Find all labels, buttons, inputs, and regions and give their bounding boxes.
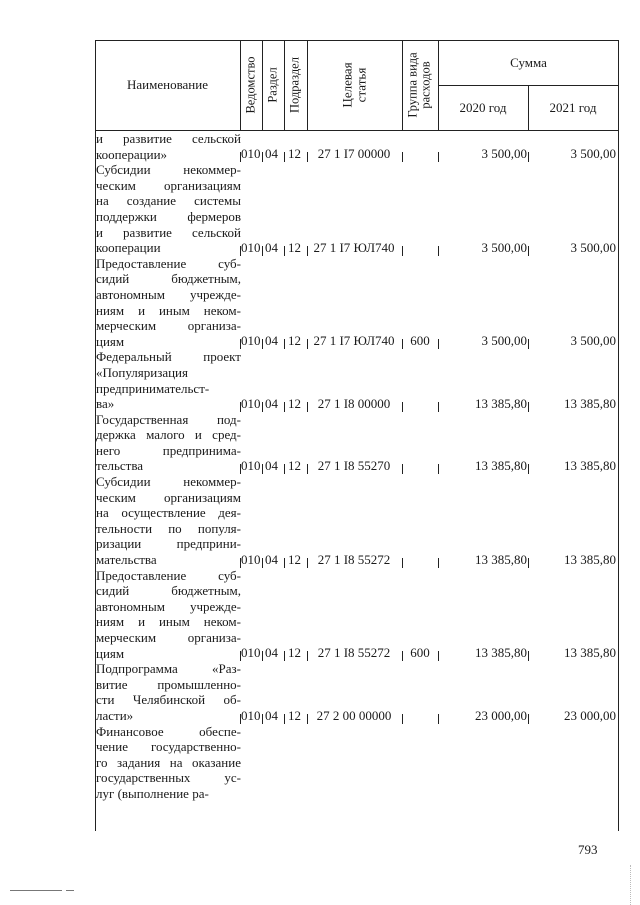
cell-tick <box>284 402 285 412</box>
cell-ved: 010 <box>241 645 261 661</box>
cell-tick <box>284 714 285 724</box>
row-values <box>95 458 619 474</box>
row-name-line: на осуществление дея- <box>96 505 241 521</box>
cell-y2021: 23 000,00 <box>564 707 616 723</box>
row-name-line: Финансовое обеспе- <box>96 723 241 739</box>
cell-tick <box>402 714 403 724</box>
cell-tick <box>284 339 285 349</box>
row-name-line: кооперации <box>96 240 161 256</box>
margin-mark <box>630 865 631 905</box>
row-name-line: луг (выполнение ра- <box>96 785 209 801</box>
row-values <box>95 240 619 256</box>
cell-cs: 27 1 I8 55272 <box>317 551 391 567</box>
table-row <box>95 131 619 162</box>
row-name-line: ниям и иным неком- <box>96 614 241 630</box>
cell-tick <box>528 246 529 256</box>
cell-razd: 04 <box>265 395 278 411</box>
cell-tick <box>284 651 285 661</box>
cell-y2020: 23 000,00 <box>475 707 527 723</box>
row-values <box>95 708 619 724</box>
header-vedomstvo: Ведомство <box>243 56 258 114</box>
row-name-line: сидий бюджетным, <box>96 271 241 287</box>
cell-tick <box>528 651 529 661</box>
table-row <box>95 474 619 568</box>
cell-tick <box>307 651 308 661</box>
table-row <box>95 724 619 802</box>
table-body <box>95 131 619 802</box>
cell-tick <box>438 402 439 412</box>
row-name <box>95 724 241 802</box>
header-razdel: Раздел <box>265 67 280 103</box>
row-name-line: предпринимательст- <box>96 380 210 396</box>
row-name-line: тельности по популя- <box>96 520 241 536</box>
row-name-line: Субсидии некоммер- <box>96 474 241 490</box>
cell-tick <box>438 152 439 162</box>
row-name-line: ва» <box>96 396 115 412</box>
cell-ved: 010 <box>241 239 261 255</box>
cell-y2020: 13 385,80 <box>475 551 527 567</box>
cell-tick <box>284 464 285 474</box>
cell-tick <box>262 464 263 474</box>
cell-tick <box>402 558 403 568</box>
row-name-line: на создание системы <box>96 193 241 209</box>
row-name-line: ризации предприни- <box>96 536 241 552</box>
cell-y2020: 13 385,80 <box>475 645 527 661</box>
row-name-line: витие промышленно- <box>96 676 241 692</box>
cell-tick <box>438 558 439 568</box>
row-name-line: Государственная под- <box>96 411 241 427</box>
row-name-line: сидий бюджетным, <box>96 583 241 599</box>
footer-line <box>10 890 62 891</box>
table-row <box>95 162 619 256</box>
header-year-2020: 2020 год <box>459 99 507 115</box>
cell-podr: 12 <box>288 458 301 474</box>
cell-y2020: 13 385,80 <box>475 458 527 474</box>
cell-ved: 010 <box>241 333 261 349</box>
cell-tick <box>402 651 403 661</box>
row-name-line: мательства <box>96 552 157 568</box>
row-values <box>95 333 619 349</box>
cell-tick <box>438 246 439 256</box>
cell-tick <box>402 339 403 349</box>
row-name-line: Федеральный проект <box>96 349 241 365</box>
row-name-line: циям <box>96 333 125 349</box>
cell-tick <box>262 651 263 661</box>
header-year-2021: 2021 год <box>549 99 597 115</box>
table-row <box>95 349 619 411</box>
cell-tick <box>307 402 308 412</box>
header-gruppa-line1: Группа вида <box>406 52 421 118</box>
cell-razd: 04 <box>265 551 278 567</box>
cell-cs: 27 1 I8 55272 <box>317 645 391 661</box>
row-name-line: ниям и иным неком- <box>96 302 241 318</box>
cell-ved: 010 <box>241 395 261 411</box>
cell-cs: 27 2 00 00000 <box>316 707 392 723</box>
cell-podr: 12 <box>288 551 301 567</box>
row-name-line: Предоставление суб- <box>96 255 241 271</box>
row-name-line: мерческим организа- <box>96 318 241 334</box>
row-values <box>95 645 619 661</box>
header-celevaya-line2: статья <box>353 67 369 103</box>
row-name-line: ческим организациям <box>96 177 241 193</box>
cell-tick <box>307 714 308 724</box>
table-row <box>95 568 619 662</box>
row-name-line: Подпрограмма «Раз- <box>96 661 241 677</box>
row-name-line: и развитие сельской <box>96 224 241 240</box>
cell-tick <box>528 714 529 724</box>
row-name-line: Субсидии некоммер- <box>96 162 241 178</box>
cell-cs: 27 1 I7 ЮЛ740 <box>313 239 395 255</box>
cell-tick <box>528 152 529 162</box>
cell-tick <box>284 152 285 162</box>
header-name: Наименование <box>127 77 208 92</box>
cell-tick <box>262 246 263 256</box>
cell-y2021: 13 385,80 <box>564 395 616 411</box>
cell-tick <box>262 152 263 162</box>
row-name-line: тельства <box>96 458 144 474</box>
table-row <box>95 661 619 723</box>
cell-tick <box>438 339 439 349</box>
row-name-line: него предпринима- <box>96 442 241 458</box>
header-celevaya-statya <box>307 40 402 130</box>
page-number: 793 <box>578 842 598 857</box>
row-name-line: автономным учрежде- <box>96 286 241 302</box>
cell-tick <box>262 339 263 349</box>
cell-tick <box>528 402 529 412</box>
row-name-line: кооперации» <box>96 146 168 162</box>
cell-y2021: 3 500,00 <box>570 239 616 255</box>
cell-tick <box>402 464 403 474</box>
cell-cs: 27 1 I8 00000 <box>317 395 391 411</box>
cell-podr: 12 <box>288 333 301 349</box>
row-name-line: «Популяризация <box>96 364 188 380</box>
table-row <box>95 256 619 350</box>
cell-tick <box>438 464 439 474</box>
row-name-line: держка малого и сред- <box>96 427 241 443</box>
row-name-line: ласти» <box>96 707 134 723</box>
row-values <box>95 146 619 162</box>
cell-y2021: 13 385,80 <box>564 645 616 661</box>
cell-razd: 04 <box>265 645 278 661</box>
cell-ved: 010 <box>241 707 261 723</box>
cell-tick <box>402 152 403 162</box>
table-header <box>95 40 619 130</box>
cell-y2020: 3 500,00 <box>481 333 527 349</box>
cell-tick <box>262 558 263 568</box>
row-name-line: ческим организациям <box>96 489 241 505</box>
cell-ved: 010 <box>241 551 261 567</box>
row-name-line: поддержки фермеров <box>96 208 241 224</box>
row-name-line: Предоставление суб- <box>96 567 241 583</box>
cell-podr: 12 <box>288 645 301 661</box>
cell-razd: 04 <box>265 146 278 162</box>
cell-y2021: 13 385,80 <box>564 458 616 474</box>
cell-gvr: 600 <box>410 333 430 349</box>
cell-y2021: 3 500,00 <box>570 146 616 162</box>
cell-tick <box>307 464 308 474</box>
cell-y2020: 13 385,80 <box>475 395 527 411</box>
cell-tick <box>438 714 439 724</box>
header-gruppa-line2: расходов <box>419 61 434 109</box>
cell-ved: 010 <box>241 146 261 162</box>
cell-tick <box>284 558 285 568</box>
cell-cs: 27 1 I7 00000 <box>317 146 391 162</box>
header-summa: Сумма <box>510 54 547 70</box>
cell-podr: 12 <box>288 707 301 723</box>
cell-tick <box>438 651 439 661</box>
header-podrazdel: Подраздел <box>287 57 302 113</box>
row-name-line: чение государственно- <box>96 739 241 755</box>
cell-podr: 12 <box>288 395 301 411</box>
cell-razd: 04 <box>265 458 278 474</box>
cell-tick <box>307 558 308 568</box>
row-values <box>95 552 619 568</box>
cell-tick <box>402 402 403 412</box>
row-name-line: го задания на оказание <box>96 754 241 770</box>
cell-podr: 12 <box>288 146 301 162</box>
cell-razd: 04 <box>265 333 278 349</box>
row-values <box>95 396 619 412</box>
cell-tick <box>528 339 529 349</box>
cell-tick <box>262 402 263 412</box>
cell-razd: 04 <box>265 239 278 255</box>
cell-cs: 27 1 I7 ЮЛ740 <box>313 333 395 349</box>
row-name-line: и развитие сельской <box>96 131 241 146</box>
header-gruppa-vida <box>402 40 438 130</box>
cell-cs: 27 1 I8 55270 <box>317 458 391 474</box>
header-celevaya-line1: Целевая <box>339 62 355 108</box>
footer-dash <box>66 890 74 891</box>
row-name-line: автономным учрежде- <box>96 598 241 614</box>
cell-y2020: 3 500,00 <box>481 239 527 255</box>
cell-gvr: 600 <box>410 645 430 661</box>
row-name-line: государственных ус- <box>96 770 241 786</box>
row-name-line: циям <box>96 645 125 661</box>
table-row <box>95 412 619 474</box>
cell-y2021: 3 500,00 <box>570 333 616 349</box>
cell-tick <box>402 246 403 256</box>
cell-tick <box>307 152 308 162</box>
cell-y2021: 13 385,80 <box>564 551 616 567</box>
cell-y2020: 3 500,00 <box>481 146 527 162</box>
cell-razd: 04 <box>265 707 278 723</box>
row-name-line: мерческим организа- <box>96 630 241 645</box>
cell-podr: 12 <box>288 239 301 255</box>
cell-ved: 010 <box>241 458 261 474</box>
cell-tick <box>307 339 308 349</box>
cell-tick <box>528 558 529 568</box>
cell-tick <box>528 464 529 474</box>
cell-tick <box>307 246 308 256</box>
cell-tick <box>262 714 263 724</box>
row-name-line: сти Челябинской об- <box>96 692 241 708</box>
cell-tick <box>284 246 285 256</box>
